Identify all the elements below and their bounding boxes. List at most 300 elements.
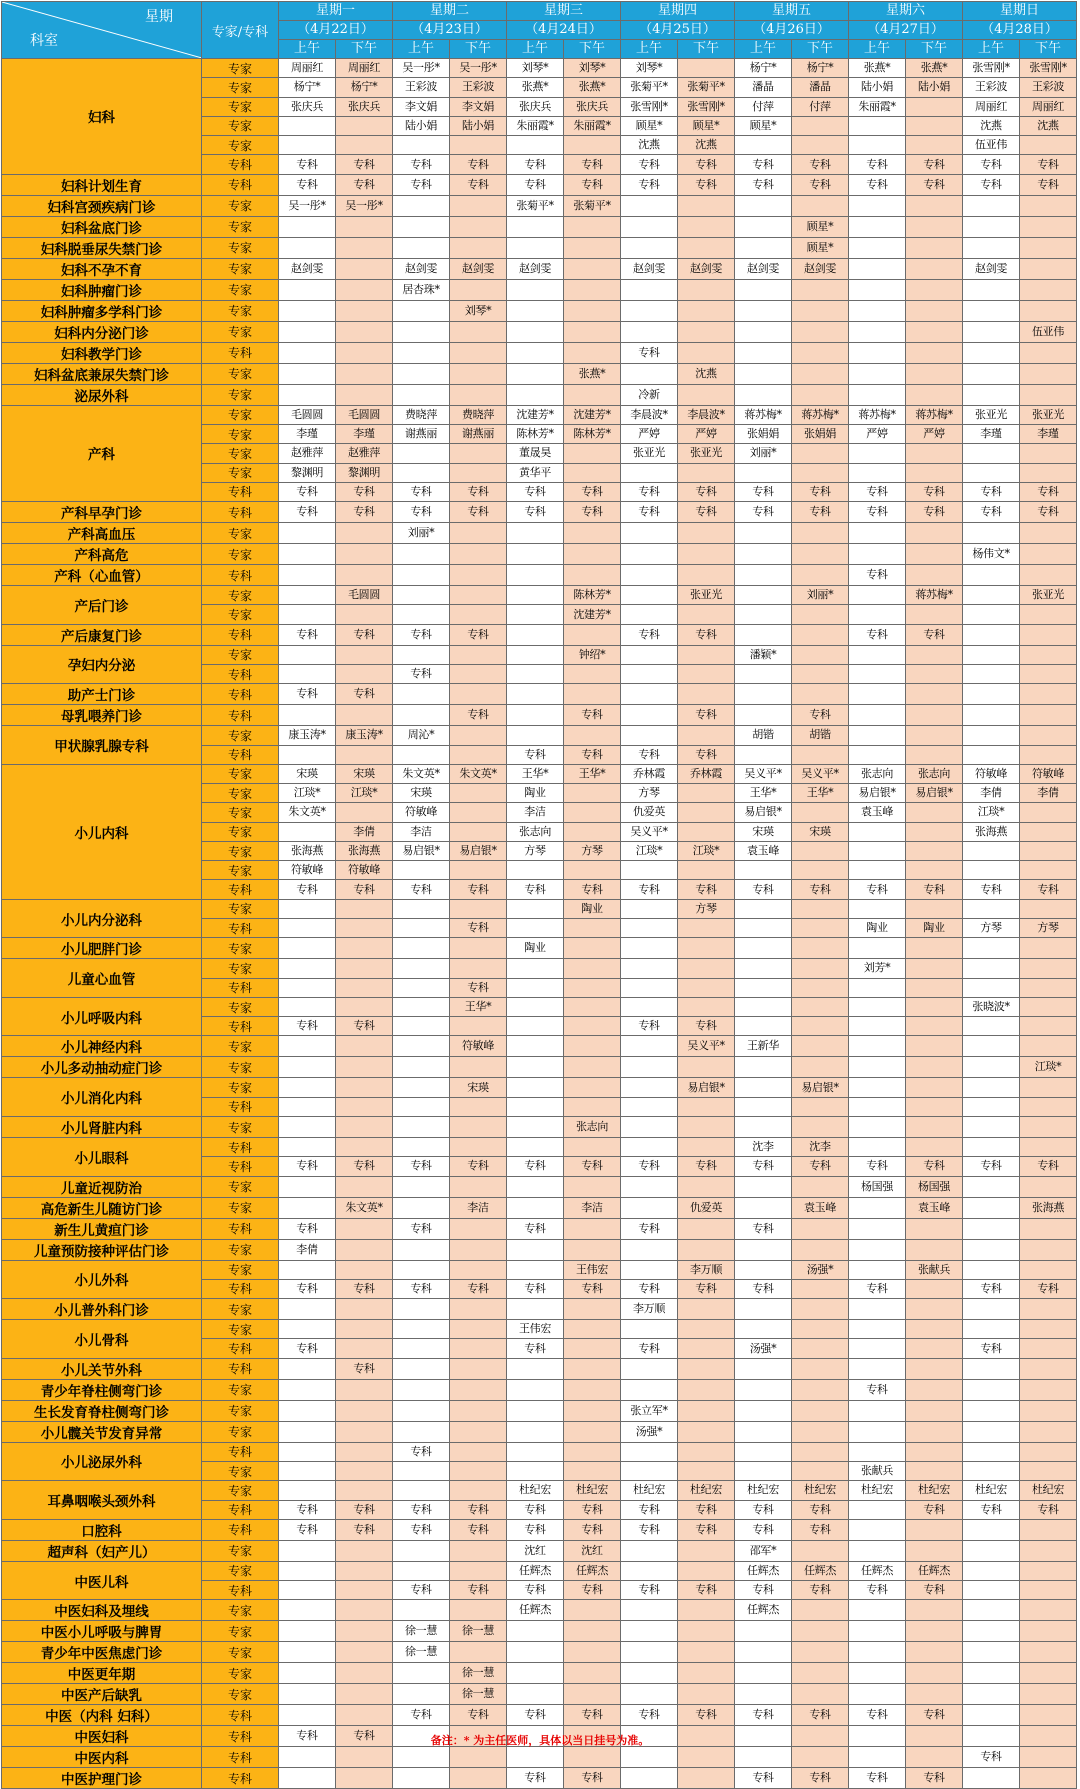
clinic-type: 专科 <box>202 502 279 523</box>
schedule-cell: 张庆兵 <box>336 97 393 116</box>
schedule-cell <box>849 1197 906 1218</box>
schedule-cell <box>1020 136 1077 155</box>
schedule-cell: 居杏珠* <box>393 279 450 300</box>
schedule-cell <box>507 1684 564 1705</box>
clinic-type: 专科 <box>202 174 279 195</box>
schedule-cell: 专科 <box>507 1768 564 1789</box>
schedule-cell <box>279 822 336 841</box>
schedule-cell <box>564 1239 621 1260</box>
schedule-cell: 专科 <box>621 624 678 645</box>
schedule-cell <box>450 321 507 342</box>
schedule-cell <box>393 684 450 705</box>
schedule-cell <box>621 363 678 384</box>
schedule-cell: 吴义平* <box>621 822 678 841</box>
schedule-cell: 毛圆圆 <box>336 405 393 424</box>
schedule-cell: 严婷 <box>678 424 735 443</box>
schedule-cell: 谢燕丽 <box>450 424 507 443</box>
schedule-cell <box>393 978 450 997</box>
schedule-cell <box>336 216 393 237</box>
schedule-cell <box>792 841 849 860</box>
schedule-cell <box>792 363 849 384</box>
schedule-cell: 康玉涛* <box>336 726 393 745</box>
schedule-cell: 专科 <box>792 1581 849 1600</box>
schedule-cell: 张志向 <box>849 764 906 783</box>
schedule-cell <box>849 1684 906 1705</box>
schedule-cell <box>963 899 1020 918</box>
schedule-cell: 专科 <box>621 174 678 195</box>
department-name: 小儿呼吸内科 <box>2 997 202 1036</box>
department-name: 产科（心血管） <box>2 565 202 586</box>
schedule-cell <box>906 384 963 405</box>
schedule-cell <box>735 1057 792 1078</box>
schedule-cell <box>963 565 1020 586</box>
schedule-cell <box>336 645 393 664</box>
schedule-cell: 陶业 <box>564 899 621 918</box>
schedule-cell <box>906 1138 963 1157</box>
schedule-cell <box>279 1768 336 1789</box>
schedule-cell: 专科 <box>678 1017 735 1036</box>
schedule-cell: 沈燕 <box>678 136 735 155</box>
schedule-cell <box>792 1358 849 1379</box>
schedule-cell: 专科 <box>279 155 336 174</box>
schedule-cell <box>564 684 621 705</box>
schedule-cell <box>1020 803 1077 822</box>
schedule-cell <box>735 1078 792 1097</box>
schedule-cell <box>906 463 963 482</box>
schedule-cell <box>963 342 1020 363</box>
schedule-cell <box>279 1600 336 1621</box>
schedule-cell <box>450 1239 507 1260</box>
clinic-type: 专家 <box>202 424 279 443</box>
department-name: 妇科内分泌门诊 <box>2 321 202 342</box>
schedule-cell: 杨宁* <box>279 78 336 97</box>
schedule-cell: 符敏峰 <box>393 803 450 822</box>
schedule-cell: 专科 <box>279 174 336 195</box>
schedule-cell: 董晟昊 <box>507 444 564 463</box>
schedule-cell <box>336 899 393 918</box>
schedule-cell <box>279 1097 336 1116</box>
schedule-cell: 杨宁* <box>792 59 849 78</box>
schedule-cell: 李倩 <box>963 784 1020 803</box>
schedule-cell: 赵剑雯 <box>507 258 564 279</box>
department-name: 超声科（妇产儿） <box>2 1540 202 1561</box>
schedule-cell <box>279 997 336 1016</box>
schedule-cell <box>678 919 735 938</box>
table-row <box>2 1540 1077 1561</box>
schedule-cell: 符敏峰 <box>450 1036 507 1057</box>
schedule-cell <box>963 444 1020 463</box>
clinic-type: 专家 <box>202 405 279 424</box>
schedule-cell <box>450 237 507 258</box>
schedule-cell <box>336 1239 393 1260</box>
schedule-cell <box>678 1600 735 1621</box>
schedule-cell: 赵剑雯 <box>450 258 507 279</box>
schedule-cell <box>735 1117 792 1138</box>
schedule-cell: 专科 <box>621 745 678 764</box>
schedule-cell <box>336 1260 393 1279</box>
clinic-type: 专科 <box>202 1747 279 1768</box>
schedule-cell: 专科 <box>393 1519 450 1540</box>
schedule-cell: 严婷 <box>849 424 906 443</box>
department-name: 儿童预防接种评估门诊 <box>2 1239 202 1260</box>
schedule-cell: 张亚光 <box>1020 405 1077 424</box>
schedule-cell: 宋瑛 <box>393 784 450 803</box>
department-name: 儿童心血管 <box>2 959 202 998</box>
table-row <box>2 1138 1077 1157</box>
schedule-cell: 专科 <box>678 482 735 501</box>
schedule-cell <box>336 1339 393 1358</box>
schedule-cell: 张亚光 <box>621 444 678 463</box>
schedule-cell <box>678 784 735 803</box>
clinic-type: 专家 <box>202 1540 279 1561</box>
schedule-cell <box>1020 1260 1077 1279</box>
schedule-cell <box>507 1379 564 1400</box>
schedule-cell <box>678 1218 735 1239</box>
type-column-header: 专家/专科 <box>202 2 279 59</box>
schedule-cell <box>507 300 564 321</box>
schedule-cell: 张菊平* <box>621 78 678 97</box>
schedule-cell: 专科 <box>450 482 507 501</box>
schedule-cell: 专科 <box>564 880 621 899</box>
schedule-cell: 专科 <box>279 502 336 523</box>
schedule-cell: 专科 <box>963 1157 1020 1176</box>
schedule-cell: 易启银* <box>906 784 963 803</box>
schedule-cell <box>678 1768 735 1789</box>
schedule-cell: 专科 <box>906 1705 963 1726</box>
schedule-cell <box>393 1260 450 1279</box>
afternoon-header: 下午 <box>792 40 849 59</box>
schedule-cell: 专科 <box>678 502 735 523</box>
schedule-cell: 李瑾 <box>1020 424 1077 443</box>
schedule-cell <box>279 237 336 258</box>
schedule-cell <box>849 1519 906 1540</box>
schedule-cell <box>279 1421 336 1442</box>
morning-header: 上午 <box>507 40 564 59</box>
department-name: 中医儿科 <box>2 1561 202 1600</box>
schedule-cell: 专科 <box>963 1339 1020 1358</box>
schedule-cell: 陆小娟 <box>849 78 906 97</box>
schedule-cell <box>336 300 393 321</box>
schedule-cell: 蒋苏梅* <box>906 405 963 424</box>
schedule-cell <box>279 523 336 544</box>
schedule-cell: 任辉杰 <box>507 1600 564 1621</box>
schedule-cell <box>621 523 678 544</box>
schedule-cell: 刘琴* <box>507 59 564 78</box>
schedule-cell <box>906 1519 963 1540</box>
schedule-cell <box>621 1442 678 1461</box>
schedule-cell <box>906 938 963 959</box>
schedule-cell: 江琰* <box>963 803 1020 822</box>
schedule-cell <box>279 1176 336 1197</box>
schedule-cell <box>735 565 792 586</box>
schedule-cell: 任辉杰 <box>735 1600 792 1621</box>
schedule-cell <box>678 1461 735 1480</box>
schedule-cell: 王华* <box>450 997 507 1016</box>
schedule-cell <box>621 664 678 683</box>
schedule-cell <box>963 1117 1020 1138</box>
schedule-cell <box>621 1768 678 1789</box>
schedule-cell <box>849 586 906 605</box>
schedule-cell <box>507 664 564 683</box>
schedule-cell <box>621 300 678 321</box>
schedule-cell <box>678 1176 735 1197</box>
schedule-cell <box>1020 342 1077 363</box>
schedule-cell <box>849 384 906 405</box>
schedule-cell: 张庆兵 <box>507 97 564 116</box>
schedule-cell <box>564 1663 621 1684</box>
schedule-cell <box>393 1540 450 1561</box>
schedule-cell <box>393 444 450 463</box>
schedule-cell <box>564 216 621 237</box>
schedule-cell <box>963 1442 1020 1461</box>
afternoon-header: 下午 <box>906 40 963 59</box>
schedule-cell <box>336 978 393 997</box>
schedule-cell <box>279 363 336 384</box>
clinic-type: 专科 <box>202 1218 279 1239</box>
schedule-cell <box>792 1057 849 1078</box>
schedule-cell: 专科 <box>792 880 849 899</box>
schedule-cell <box>564 822 621 841</box>
schedule-cell <box>792 959 849 978</box>
schedule-cell <box>678 463 735 482</box>
schedule-cell <box>963 1218 1020 1239</box>
schedule-cell: 专科 <box>336 1017 393 1036</box>
schedule-cell <box>678 1379 735 1400</box>
schedule-cell <box>849 1400 906 1421</box>
schedule-cell <box>621 321 678 342</box>
schedule-cell: 沈燕 <box>1020 116 1077 135</box>
schedule-cell <box>279 1379 336 1400</box>
schedule-cell: 张立军* <box>621 1400 678 1421</box>
table-row <box>2 959 1077 978</box>
schedule-cell <box>849 216 906 237</box>
schedule-cell <box>564 444 621 463</box>
schedule-cell <box>849 1642 906 1663</box>
schedule-cell <box>792 1239 849 1260</box>
clinic-type: 专家 <box>202 1239 279 1260</box>
clinic-type: 专科 <box>202 1581 279 1600</box>
schedule-cell <box>1020 1299 1077 1320</box>
schedule-cell <box>564 1057 621 1078</box>
schedule-cell: 方琴 <box>678 899 735 918</box>
table-row <box>2 59 1077 78</box>
schedule-cell: 专科 <box>450 624 507 645</box>
schedule-cell: 杨国强 <box>906 1176 963 1197</box>
table-row <box>2 1400 1077 1421</box>
department-name: 妇科脱垂尿失禁门诊 <box>2 237 202 258</box>
table-row <box>2 1078 1077 1097</box>
schedule-cell <box>336 1540 393 1561</box>
schedule-cell <box>393 1600 450 1621</box>
schedule-cell: 张亚光 <box>678 586 735 605</box>
schedule-cell: 严婷 <box>906 424 963 443</box>
schedule-cell <box>963 1684 1020 1705</box>
schedule-cell: 李万顺 <box>621 1299 678 1320</box>
schedule-cell: 专科 <box>450 155 507 174</box>
schedule-cell <box>792 899 849 918</box>
schedule-cell: 周丽红 <box>963 97 1020 116</box>
table-row <box>2 1663 1077 1684</box>
schedule-cell <box>735 1461 792 1480</box>
schedule-cell <box>678 861 735 880</box>
schedule-cell <box>279 342 336 363</box>
schedule-cell: 专科 <box>963 1500 1020 1519</box>
schedule-cell <box>336 1299 393 1320</box>
clinic-type: 专家 <box>202 861 279 880</box>
schedule-cell: 宋瑛 <box>336 764 393 783</box>
schedule-cell: 专科 <box>450 502 507 523</box>
schedule-cell <box>1020 1642 1077 1663</box>
schedule-cell: 专科 <box>279 1218 336 1239</box>
schedule-cell: 陈林芳* <box>507 424 564 443</box>
schedule-cell: 杜纪宏 <box>507 1481 564 1500</box>
schedule-cell: 张燕* <box>906 59 963 78</box>
schedule-cell <box>792 1299 849 1320</box>
clinic-type: 专科 <box>202 1339 279 1358</box>
schedule-cell <box>450 1400 507 1421</box>
schedule-cell <box>735 745 792 764</box>
schedule-cell <box>678 1540 735 1561</box>
schedule-cell <box>393 1320 450 1339</box>
schedule-cell <box>393 645 450 664</box>
table-row <box>2 405 1077 424</box>
schedule-cell <box>564 938 621 959</box>
schedule-cell: 易启银* <box>678 1078 735 1097</box>
schedule-cell: 专科 <box>678 1500 735 1519</box>
afternoon-header: 下午 <box>1020 40 1077 59</box>
schedule-cell: 朱文英* <box>450 764 507 783</box>
clinic-type: 专家 <box>202 1057 279 1078</box>
department-name: 妇科计划生育 <box>2 174 202 195</box>
schedule-cell <box>336 384 393 405</box>
schedule-cell: 张海燕 <box>1020 1197 1077 1218</box>
schedule-cell: 专科 <box>906 1157 963 1176</box>
schedule-cell <box>564 1339 621 1358</box>
clinic-type: 专家 <box>202 1299 279 1320</box>
schedule-cell <box>450 664 507 683</box>
schedule-cell: 刘丽* <box>393 523 450 544</box>
schedule-cell <box>849 544 906 565</box>
schedule-cell <box>621 1260 678 1279</box>
table-row <box>2 1684 1077 1705</box>
schedule-cell: 专科 <box>279 1339 336 1358</box>
schedule-cell: 赵剑雯 <box>621 258 678 279</box>
schedule-cell <box>906 1358 963 1379</box>
schedule-cell: 专科 <box>564 1581 621 1600</box>
department-name: 产后门诊 <box>2 586 202 625</box>
schedule-cell <box>1020 938 1077 959</box>
schedule-cell <box>1020 463 1077 482</box>
table-row <box>2 502 1077 523</box>
table-row <box>2 1481 1077 1500</box>
schedule-cell <box>678 664 735 683</box>
schedule-cell <box>849 237 906 258</box>
schedule-cell: 专科 <box>393 1500 450 1519</box>
schedule-cell: 专科 <box>507 1218 564 1239</box>
table-row <box>2 1421 1077 1442</box>
schedule-cell <box>336 803 393 822</box>
schedule-cell <box>393 1358 450 1379</box>
schedule-cell <box>450 1299 507 1320</box>
schedule-cell: 专科 <box>735 880 792 899</box>
schedule-cell <box>735 978 792 997</box>
schedule-cell <box>735 664 792 683</box>
schedule-cell: 任辉杰 <box>507 1561 564 1580</box>
schedule-cell <box>735 300 792 321</box>
department-name: 妇科盆底门诊 <box>2 216 202 237</box>
schedule-cell <box>963 1768 1020 1789</box>
schedule-cell <box>1020 1218 1077 1239</box>
schedule-cell <box>735 586 792 605</box>
clinic-type: 专家 <box>202 803 279 822</box>
schedule-cell <box>792 321 849 342</box>
schedule-cell <box>963 279 1020 300</box>
schedule-cell: 沈建芳* <box>564 605 621 624</box>
department-name: 高危新生儿随访门诊 <box>2 1197 202 1218</box>
schedule-cell <box>279 1358 336 1379</box>
schedule-cell: 专科 <box>735 1768 792 1789</box>
schedule-cell: 专科 <box>849 565 906 586</box>
schedule-cell: 王伟宏 <box>507 1320 564 1339</box>
schedule-cell: 专科 <box>564 1279 621 1298</box>
schedule-cell <box>507 1057 564 1078</box>
schedule-cell <box>507 605 564 624</box>
schedule-cell <box>450 803 507 822</box>
schedule-cell <box>906 726 963 745</box>
schedule-cell: 杜纪宏 <box>963 1481 1020 1500</box>
schedule-cell <box>963 1057 1020 1078</box>
schedule-cell <box>393 463 450 482</box>
schedule-cell: 张庆兵 <box>564 97 621 116</box>
schedule-cell <box>393 1239 450 1260</box>
schedule-cell: 专科 <box>507 502 564 523</box>
schedule-cell <box>963 1036 1020 1057</box>
schedule-cell <box>849 726 906 745</box>
schedule-cell <box>792 136 849 155</box>
schedule-cell <box>393 1421 450 1442</box>
schedule-cell: 袁玉峰 <box>735 841 792 860</box>
department-name: 产后康复门诊 <box>2 624 202 645</box>
schedule-cell <box>906 216 963 237</box>
schedule-cell: 蒋苏梅* <box>792 405 849 424</box>
department-name: 小儿泌尿外科 <box>2 1442 202 1481</box>
schedule-cell <box>279 978 336 997</box>
schedule-cell <box>336 1400 393 1421</box>
schedule-cell: 李洁 <box>393 822 450 841</box>
clinic-type: 专家 <box>202 1600 279 1621</box>
schedule-cell <box>906 342 963 363</box>
schedule-cell: 顾星* <box>678 116 735 135</box>
schedule-cell <box>678 1421 735 1442</box>
schedule-cell <box>336 1768 393 1789</box>
schedule-cell <box>849 1320 906 1339</box>
schedule-cell <box>393 1138 450 1157</box>
schedule-cell <box>678 959 735 978</box>
clinic-type: 专家 <box>202 1036 279 1057</box>
schedule-cell: 专科 <box>336 502 393 523</box>
schedule-cell <box>849 899 906 918</box>
schedule-cell <box>906 116 963 135</box>
schedule-cell <box>393 136 450 155</box>
department-name: 孕妇内分泌 <box>2 645 202 684</box>
schedule-cell <box>1020 1117 1077 1138</box>
schedule-cell <box>564 321 621 342</box>
schedule-cell <box>393 216 450 237</box>
schedule-cell: 任辉杰 <box>735 1561 792 1580</box>
schedule-cell <box>906 565 963 586</box>
schedule-cell <box>336 1642 393 1663</box>
schedule-cell: 专科 <box>849 1279 906 1298</box>
